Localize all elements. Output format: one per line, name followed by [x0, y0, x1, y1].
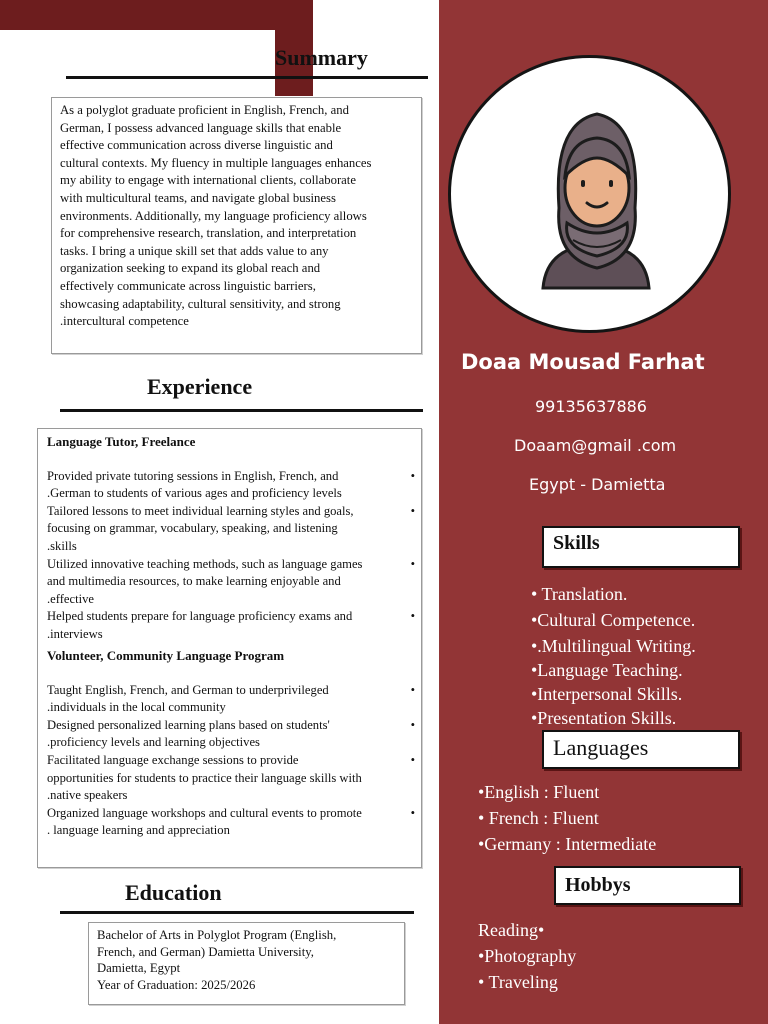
experience-rule: [60, 409, 423, 412]
hobbies-heading: [554, 866, 741, 905]
profile-phone: 99135637886: [535, 397, 647, 416]
education-year: Year of Graduation: 2025/2026: [97, 978, 256, 992]
experience-title: Experience: [147, 374, 253, 399]
profile-name: Doaa Mousad Farhat: [461, 350, 705, 374]
education-degree: Bachelor of Arts in Polyglot Program (English, French, and German) Damietta University, Damietta, Egypt: [97, 928, 337, 975]
skills-heading: [542, 526, 740, 568]
language-item: •English : Fluent: [478, 782, 600, 802]
experience-role-1: [47, 433, 415, 644]
hijab-avatar-icon: [451, 58, 731, 333]
role-title: Volunteer, Community Language Program: [47, 648, 285, 663]
summary-text: As a polyglot graduate proficient in English, French, and German, I possess advanced language skills that enable effective communication across diverse linguistic and cultural contexts. My fluency in multiple languages enhances my ability to engage with international clients, collaborate with multicultural teams, and navigate global business environments. Additionally, my language proficiency allows for comprehensive research, translation, and interpretation tasks. I bring a unique skill set that adds value to any organization seeking to expand its global reach and effectively communicate across linguistic barriers, showcasing adaptability, cultural sensitivity, and strong .intercultural competence: [60, 103, 372, 329]
experience-line: Facilitated language exchange sessions to provide opportunities for students to practice their language skills with .native speakers •: [47, 752, 415, 803]
experience-role-2: [47, 647, 415, 840]
languages-heading: [542, 730, 740, 769]
hobbies-title: Hobbys: [565, 874, 631, 896]
languages-list: [478, 779, 656, 857]
hobby-item: Reading•: [478, 920, 545, 940]
hobbies-list: [478, 917, 576, 995]
skill-item: •Language Teaching.: [531, 660, 683, 680]
role-title: Language Tutor, Freelance: [47, 434, 196, 449]
experience-line: Taught English, French, and German to underprivileged .individuals in the local community •: [47, 682, 415, 715]
skill-item: •.Multilingual Writing.: [531, 636, 696, 656]
skill-item: •Cultural Competence.: [531, 610, 696, 630]
experience-line: Provided private tutoring sessions in English, French, and .German to students of various ages and proficiency levels •: [47, 468, 415, 501]
experience-line: Utilized innovative teaching methods, such as language games and multimedia resources, to make learning enjoyable and .effective •: [47, 556, 415, 606]
header-decor-band: [0, 0, 313, 30]
skill-item: • Translation.: [531, 584, 628, 604]
education-title: Education: [125, 880, 222, 905]
experience-line: Designed personalized learning plans based on students' .proficiency levels and learning objectives •: [47, 717, 415, 750]
profile-photo: [448, 55, 731, 333]
language-item: • French : Fluent: [478, 808, 599, 828]
skill-item: •Interpersonal Skills.: [531, 684, 683, 704]
language-item: •Germany : Intermediate: [478, 834, 657, 854]
skills-list: [531, 582, 696, 730]
skill-item: •Presentation Skills.: [531, 708, 677, 728]
hobby-item: • Traveling: [478, 972, 558, 992]
profile-location: Egypt - Damietta: [529, 475, 666, 494]
experience-line: Helped students prepare for language proficiency exams and .interviews •: [47, 609, 415, 641]
hobby-item: •Photography: [478, 946, 577, 966]
experience-line: Tailored lessons to meet individual learning styles and goals, focusing on grammar, vocabulary, speaking, and listening .skills •: [47, 503, 415, 553]
skills-title: Skills: [553, 532, 600, 554]
summary-rule: [66, 76, 428, 79]
summary-title: Summary: [275, 45, 368, 70]
experience-line: Organized language workshops and cultural events to promote . language learning and appreciation •: [47, 805, 415, 838]
education-rule: [60, 911, 414, 914]
profile-email: Doaam@gmail .com: [514, 436, 677, 455]
languages-title: Languages: [553, 735, 649, 760]
